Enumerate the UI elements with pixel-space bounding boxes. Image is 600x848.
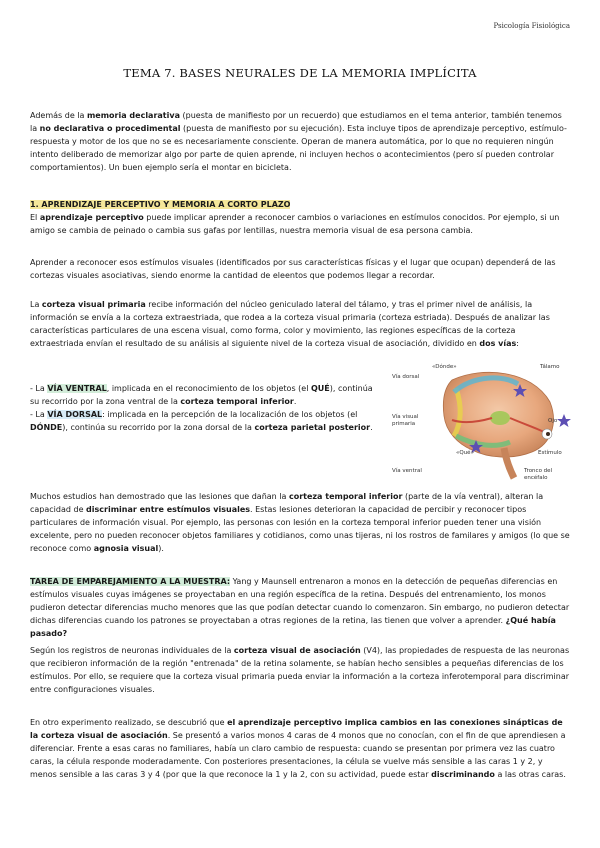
dorsal-pathway-item: - La VÍA DORSAL: implicada en la percepción de la localización de los objetos (el DÓNDE), continúa su recorrido por la zona dorsal de la corteza parietal posterior. <box>30 410 373 432</box>
label-via-ventral: Vía ventral <box>392 468 422 474</box>
ventral-pathway-item: - La VÍA VENTRAL, implicada en el reconocimiento de los objetos (el QUÉ), continúa su recorrido por la zona ventral de la corteza temporal inferior. <box>30 384 373 406</box>
label-talamo: Tálamo <box>540 364 560 370</box>
synaptic-changes-paragraph: En otro experimento realizado, se descubrió que el aprendizaje perceptivo implica cambios en las conexiones sinápticas de la corteza visual de asociación. Se presentó a varios monos 4 caras de 4 monos que no conocían, con el fin de que aprendiesen a diferenciar. Frente a esas caras no familiares, había un claro cambio de respuesta: cuando se presentan por primera vez las cuatro caras, la célula responde moderadamente. Con posteriores presentaciones, la célula se vuelve más sensible a las caras 1 y 2, y menos sensible a las caras 3 y 4 (por que la que reconoce la 1 y la 2, con su actividad, puede estar discriminando a las otras caras. <box>30 718 566 779</box>
label-estimulo: Estímulo <box>538 450 562 456</box>
section-heading: 1. APRENDIZAJE PERCEPTIVO Y MEMORIA A CORTO PLAZO <box>30 200 291 209</box>
visual-pathways-figure <box>392 362 572 482</box>
lesions-paragraph: Muchos estudios han demostrado que las lesiones que dañan la corteza temporal inferior (parte de la vía ventral), alteran la capacidad de discriminar entre estímulos visuales. Estas lesiones deterioran la capacidad de percibir y reconocer tipos particulares de información visual. Por ejemplo, las personas con lesión en la corteza temporal inferior pueden tener una visión excelente, pero no pueden reconocer objetos familiares y cotidianos, como unas tijeras, ni los rostros de familares y amigos (lo que se reconoce como agnosia visual). <box>30 492 570 553</box>
perceptual-learning-paragraph: El aprendizaje perceptivo puede implicar aprender a reconocer cambios o variaciones en estímulos conocidos. Por ejemplo, si un amigo se cambia de peinado o cambia sus gafas por lentillas, nuestra memoria visual de esa persona cambia. <box>30 213 560 235</box>
v4-recordings-paragraph: Según los registros de neuronas individuales de la corteza visual de asociación (V4), las propiedades de respuesta de las neuronas que recibieron información de la región "entrenada" de la retina solamente, se habían hecho sensibles a pequeñas diferencias de los estímulos. Por ello, se requiere que la corteza visual primaria pueda enviar la información a la corteza inferotemporal para discriminar entre configuraciones visuales. <box>30 646 570 694</box>
label-donde: «Dónde» <box>432 364 457 370</box>
label-via-dorsal: Vía dorsal <box>392 374 420 380</box>
label-via-visual-primaria: Vía visual primaria <box>392 414 419 427</box>
label-que: «Qué» <box>456 450 474 456</box>
matching-task-paragraph: TAREA DE EMPAREJAMIENTO A LA MUESTRA: Yang y Maunsell entrenaron a monos en la detección de pequeñas diferencias en estímulos visuales cuyas imágenes se proyectaban en una región específica de la retina. Después del entrenamiento, los monos pudieron detectar diferencias mucho menores que las que podían detectar cuando lo comenzaron. Sin embargo, no pudieron detectar dichas diferencias cuando los patrones se proyectaban a otras regiones de la retina, las tienen que volver a aprender. ¿Qué había pasado? <box>30 577 570 638</box>
course-header: Psicología Fisiológica <box>493 22 570 30</box>
stimulus-star-icon <box>557 414 571 427</box>
label-tronco: Tronco del encéfalo <box>524 468 553 481</box>
intro-paragraph: Además de la memoria declarativa (puesta de manifiesto por un recuerdo) que estudiamos en el tema anterior, también tenemos la no declarativa o procedimental (puesta de manifiesto por su ejecución). Esta incluye tipos de aprendizaje perceptivo, estímulo-respuesta y motor de los que no se es necesariamente consciente. Operan de manera automática, por lo que no requieren ningún intento deliberado de memorizar algo por parte de quien aprende, ni incluyen hechos o acontecimientos (pero sí pueden controlar comportamientos). Un buen ejemplo sería el montar en bicicleta. <box>30 111 567 172</box>
visual-stimuli-paragraph: Aprender a reconocer esos estímulos visuales (identificados por sus características físicas y el lugar que ocupan) dependerá de las cortezas visuales asociativas, siendo enorme la cantidad de eleentos que podemos llegar a recordar. <box>30 258 556 280</box>
label-ojo: Ojo <box>548 418 558 424</box>
page-title: TEMA 7. BASES NEURALES DE LA MEMORIA IMPLÍCITA <box>123 66 477 80</box>
primary-cortex-paragraph: La corteza visual primaria recibe información del núcleo geniculado lateral del tálamo, y tras el primer nivel de análisis, la información se envía a la corteza extraestriada, que rodea a la corteza visual primaria (corteza estriada). Después de analizar las características particulares de una escena visual, como forma, color y movimiento, las regiones específicas de la corteza extraestriada envían el resultado de su análisis al siguiente nivel de la corteza visual de asociación, dividido en dos vías: <box>30 300 550 348</box>
